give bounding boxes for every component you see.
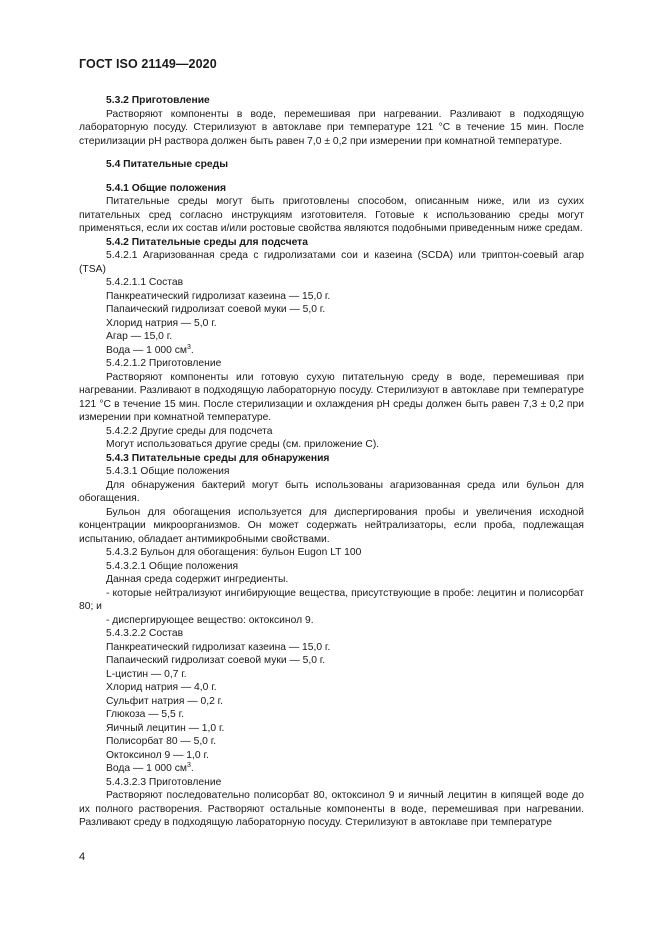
paragraph-text: Вода — 1 000 см	[106, 763, 187, 774]
paragraph: Папаический гидролизат соевой муки — 5,0 г.	[106, 655, 326, 666]
paragraph: Агар — 15,0 г.	[106, 331, 173, 342]
superscript: 3	[186, 343, 191, 351]
paragraph	[79, 762, 584, 776]
paragraph: Сульфит натрия — 0,2 г.	[106, 695, 224, 707]
paragraph: Глюкоза — 5,5 г.	[106, 709, 184, 720]
superscript: 3	[186, 762, 191, 769]
paragraph: 5.4.3.2 Бульон для обогащения: бульон Eugon LT 100	[106, 547, 362, 558]
paragraph: Папаический гидролизат соевой муки — 5,0 г.	[106, 304, 326, 315]
section-heading: 5.4 Питательные среды	[106, 159, 228, 170]
paragraph: 5.4.2.1 Агаризованная среда с гидролизатами сои и казеина (SCDA) или триптон-соевый агар (TSA)	[79, 250, 584, 275]
paragraph: 5.4.3.2.1 Общие положения	[106, 560, 239, 572]
paragraph: 5.4.2.1.2 Приготовление	[106, 358, 222, 369]
paragraph: Растворяют компоненты в воде, перемешивая при нагревании. Разливают в подходящую лабораторную посуду. Стерилизуют в автоклаве при температуре 121 °С в течение 15 мин. После стерилизации pH раствора должен быть равен 7,0 ± 0,2 при измерении при комнатной температуре.	[79, 108, 584, 147]
document-header: ГОСТ ISO 21149—2020	[79, 57, 217, 71]
paragraph: - которые нейтрализуют ингибирующие вещества, присутствующие в пробе: лецитин и полисорбат 80; и	[79, 587, 584, 612]
paragraph: Яичный лецитин — 1,0 г.	[106, 722, 225, 734]
paragraph: 5.4.2.1.1 Состав	[106, 277, 184, 288]
document-body	[79, 94, 584, 830]
paragraph: Панкреатический гидролизат казеина — 15,0 г.	[106, 641, 331, 653]
paragraph: Для обнаружения бактерий могут быть использованы агаризованная среда или бульон для обогащения.	[79, 479, 584, 504]
paragraph-suffix: .	[190, 344, 194, 356]
paragraph-text: Вода — 1 000 см	[106, 344, 187, 356]
section-heading: 5.4.1 Общие положения	[106, 182, 226, 194]
paragraph: Хлорид натрия — 4,0 г.	[106, 682, 217, 693]
paragraph: 5.4.3.2.2 Состав	[106, 628, 184, 639]
paragraph: 5.4.2.2 Другие среды для подсчета	[106, 425, 273, 437]
section-heading: 5.4.3 Питательные среды для обнаружения	[106, 452, 330, 464]
paragraph: Растворяют компоненты или готовую сухую питательную среду в воде, перемешивая при нагревании. Разливают в подходящую лабораторную посуду. Стерилизуют в автоклаве при температуре 121 °С в течение 15 мин. После стерилизации и охлаждения pH среды должен быть равен 7,3 ± 0,2 при измерении при комнатной температуре.	[79, 371, 584, 423]
paragraph-suffix: .	[190, 763, 194, 774]
paragraph: Бульон для обогащения используется для диспергирования пробы и увеличения исходной концентрации микроорганизмов. Он может содержать нейтрализаторы, если проба, подлежащая испытанию, обладает антимикробными свойствами.	[79, 506, 584, 545]
paragraph: Панкреатический гидролизат казеина — 15,0 г.	[106, 290, 331, 302]
paragraph: 5.4.3.2.3 Приготовление	[106, 776, 222, 788]
page-number: 4	[79, 851, 86, 863]
paragraph: Хлорид натрия — 5,0 г.	[106, 317, 217, 329]
section-heading: 5.4.2 Питательные среды для подсчета	[106, 236, 308, 248]
paragraph	[79, 344, 584, 358]
paragraph: Данная среда содержит ингредиенты.	[106, 574, 289, 585]
paragraph: Могут использоваться другие среды (см. приложение С).	[106, 439, 380, 450]
paragraph: 5.4.3.1 Общие положения	[106, 466, 230, 477]
paragraph: Растворяют последовательно полисорбат 80, октоксинол 9 и яичный лецитин в кипящей воде до их полного растворения. Растворяют остальные компоненты в воде, перемешивая при нагревании. Разливают среду в подходящую лабораторную посуду. Стерилизуют в автоклаве при температуре	[79, 790, 584, 828]
paragraph: Полисорбат 80 — 5,0 г.	[106, 736, 217, 747]
paragraph: Питательные среды могут быть приготовлены способом, описанным ниже, или из сухих питательных сред согласно инструкциям изготовителя. Готовые к использованию среды могут применяться, если их состав и/или ростовые свойства являются подобными приведенным ниже средам.	[79, 196, 584, 234]
paragraph: Октоксинол 9 — 1,0 г.	[106, 749, 209, 761]
paragraph: L-цистин — 0,7 г.	[106, 668, 187, 680]
paragraph: - диспергирующее вещество: октоксинол 9.	[106, 614, 314, 626]
section-heading: 5.3.2 Приготовление	[106, 95, 210, 106]
